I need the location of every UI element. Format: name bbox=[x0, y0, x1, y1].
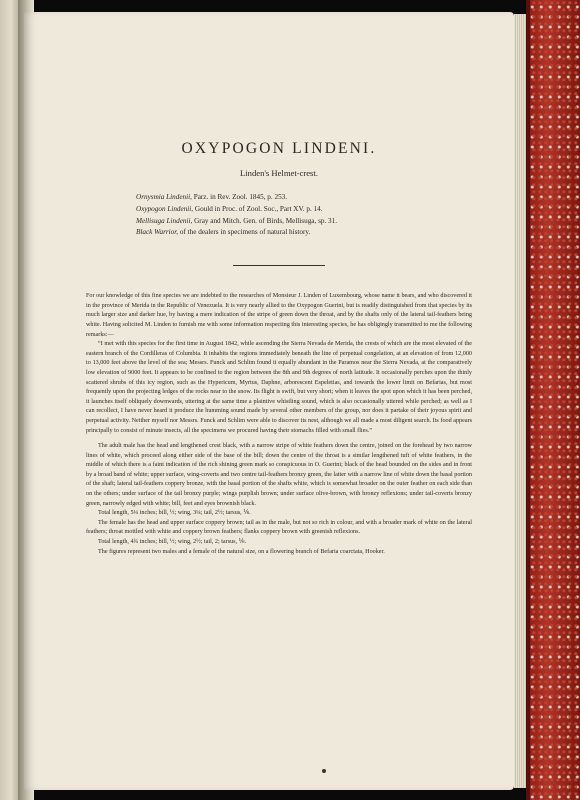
synonym-line bbox=[86, 204, 472, 216]
synonym-name: Oxypogon Lindenii, bbox=[136, 204, 194, 213]
folio-mark bbox=[322, 769, 326, 773]
synonym-ref: Gould in Proc. of Zool. Soc., Part XV. p. 14. bbox=[193, 204, 323, 213]
paragraph-intro: For our knowledge of this fine species we are indebted to the researches of Monsieur J. Linden of Luxembourg, whose name it bears, and who discovered it in the province of Merida in the Republic of Venezuela. It is very nearly allied to the Oxypogon Guerini, but is readily distinguished from that species by its much larger size and darker hue, by having a mere indication of the stripe of green down the throat, and by the shafts only of the lateral tail-feathers being white. Having solicited M. Linden to furnish me with some information respecting this interesting species, he has obligingly transmitted to me the following remarks:— bbox=[86, 293, 472, 338]
paragraph-figures-note: The figures represent two males and a female of the natural size, on a flowering branch of Befaria coarctata, Hooker. bbox=[98, 548, 385, 555]
synonym-line bbox=[86, 216, 472, 228]
page-subtitle: Linden's Helmet-crest. bbox=[240, 168, 318, 178]
paragraph-male-description: The adult male has the head and lengthened crest black, with a narrow stripe of white feathers down the centre, joined on the forehead by two narrow lines of white, which proceed along either side of the base of the bill; down the centre of the throat is a similar lengthened tuft of white feathers, in the middle of which there is a faint indication of the rich shining green mark so conspicuous in O. Guerini; black of the head bounded on the sides and in front by a broad band of white; upper surface, wing-coverts and two centre tail-feathers bronzy green, the latter with a narrow line of white down the basal portion of the shaft; lateral tail-feathers coppery bronze, with the basal portion of the shafts white, which is somewhat broader on the outer feather on each side than on the others; under surface of the tail bronzy purple; wings purplish brown; under surface olive-brown, with bronzy reflexions; under tail-coverts bronzy green, narrowly edged with white; bill, feet and eyes brownish black. bbox=[86, 443, 472, 507]
synonym-ref: Gray and Mitch. Gen. of Birds, Mellisuga, sp. 31. bbox=[192, 216, 338, 225]
cover-edge bbox=[526, 0, 530, 800]
section-divider bbox=[233, 265, 325, 266]
synonym-ref: of the dealers in specimens of natural history. bbox=[178, 228, 311, 237]
body-text bbox=[86, 292, 472, 557]
paragraph-female-measurements: Total length, 4¾ inches; bill, ½; wing, 2½; tail, 2; tarsus, ⅙. bbox=[98, 539, 247, 546]
left-page-edge bbox=[0, 0, 18, 800]
paragraph-male-measurements: Total length, 5¼ inches; bill, ½; wing, 3¼; tail, 2½; tarsus, ⅙. bbox=[98, 510, 251, 517]
synonym-name: Mellisuga Lindenii, bbox=[136, 216, 193, 225]
synonym-name: Black Warrior, bbox=[136, 228, 179, 237]
paragraph-quote: “I met with this species for the first time in August 1842, while ascending the Sierra Nevada de Merida, the crests of which are the most elevated of the eastern branch of the Cordilleras of Columbia. It inhabits the regions immediately beneath the line of perpetual congelation, at an elevation of from 12,000 to 13,000 feet above the level of the sea; Messrs. Funck and Schlim found it equally abundant in the Paramos near the Sierra Nevada, at the comparatively low elevation of 9000 feet. It appears to be confined to the region between the 8th and 9th degrees of north latitude. It occasionally perches upon the thinly scattered shrubs of this icy region, such as the Hypericum, Myrtus, Daphne, arborescent Espeletias, and towards the lower limit on Befarias, but most frequently upon the projecting ledges of the rocks near to the snow. Its flight is swift, but very short; when it leaves the spot upon which it has been perched, it launches itself obliquely downwards, uttering at the same time a plaintive whistling sound, which is also occasionally uttered while perched; as well as I can recollect, I have never heard it produce the humming sound made by several other members of the group, nor does it partake of their joyous spirit and perpetual activity. Neither myself nor Messrs. Funck and Schlim were able to discover its nest, although we all made a most diligent search. Its food appears principally to consist of minute insects, all the specimens we procured having their stomachs filled with small flies.” bbox=[86, 341, 472, 434]
marbled-cover bbox=[526, 0, 580, 800]
synonym-line bbox=[86, 227, 472, 239]
synonymy bbox=[86, 192, 472, 239]
page-title: OXYPOGON LINDENI. bbox=[181, 140, 377, 157]
synonym-name: Ornysmia Lindenii, bbox=[136, 193, 192, 201]
synonym-line bbox=[86, 192, 472, 204]
page-edges bbox=[514, 14, 526, 788]
paragraph-female-description: The female has the head and upper surface coppery brown; tail as in the male, but not so rich in colour, and with a broader mark of white on the lateral feathers; throat mottled with white and coppery brown feathers; flanks coppery brown with greenish reflexions. bbox=[86, 519, 472, 536]
synonym-ref: Parz. in Rev. Zool. 1845, p. 253. bbox=[191, 193, 288, 201]
page-content bbox=[86, 140, 472, 557]
